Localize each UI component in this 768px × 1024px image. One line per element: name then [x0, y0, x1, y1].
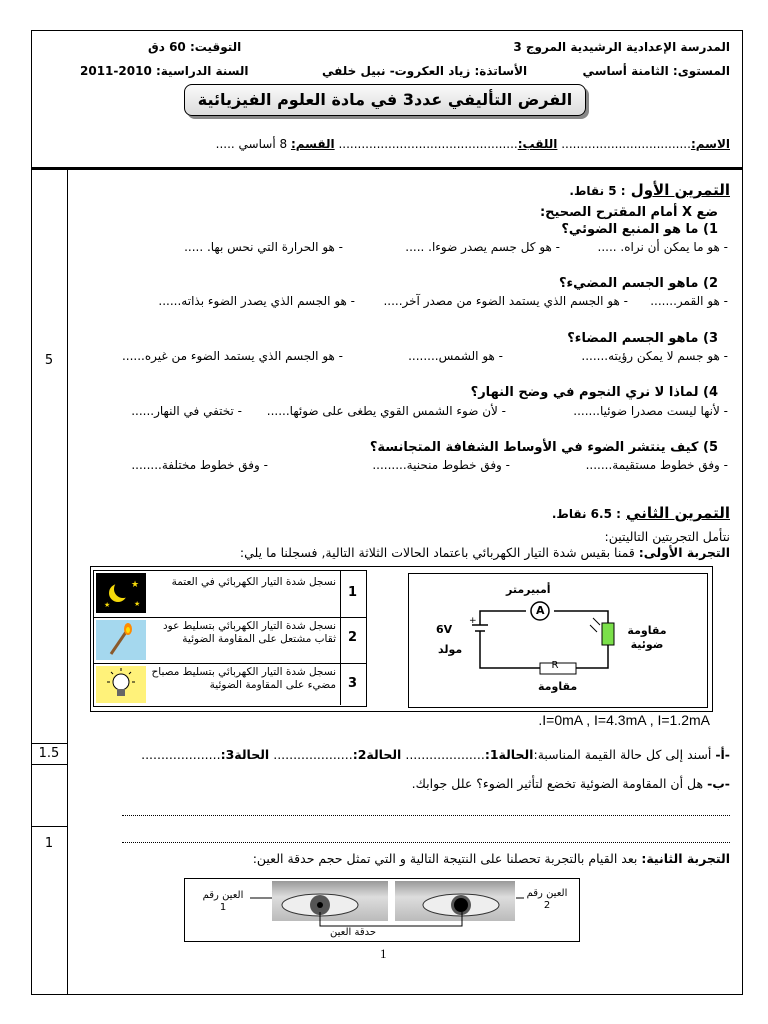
light-arrow-1	[593, 618, 600, 625]
svg-text:★: ★	[131, 580, 140, 590]
case1-answer[interactable]: ....................	[405, 747, 485, 762]
exp2-text: بعد القيام بالتجربة تحصلنا على النتيجة التالية و التي تمثل حجم حدقة العين:	[252, 851, 642, 866]
ex2-exp1	[240, 545, 730, 560]
svg-text:★: ★	[104, 601, 111, 609]
ex1-q5: 5) كيف ينتشر الضوء في الأوساط الشفافة المتجانسة؟	[369, 440, 718, 455]
ex2-exp2	[253, 851, 730, 866]
class-label: القسم:	[290, 137, 335, 151]
case-1-number: 1	[347, 585, 358, 600]
qb-answer-line-1[interactable]	[122, 814, 730, 816]
student-info-line	[216, 137, 730, 151]
qa-text: أسند إلى كل حالة القيمة المناسبة:	[533, 747, 716, 762]
surname-field[interactable]: ...............................................	[338, 137, 518, 151]
ex1-q1-opt3[interactable]: - هو الحرارة التي نحس بها. .....	[184, 240, 343, 254]
lit-match-icon	[96, 620, 146, 660]
question-b	[412, 776, 730, 791]
eye-2-label: العين رقم 2	[526, 888, 568, 911]
ex1-q3: 3) ماهو الجسم المضاء؟	[567, 331, 718, 346]
ex1-points: : 5 نقاط.	[569, 184, 626, 198]
ex1-q1-opt1[interactable]: - هو ما يمكن أن نراه. .....	[597, 240, 728, 254]
score-divider-a-bottom	[31, 764, 67, 765]
case2-answer[interactable]: ....................	[273, 747, 353, 762]
ex1-q4: 4) لماذا لا نري النجوم في وضح النهار؟	[470, 385, 718, 400]
case-3-text: نسجل شدة التيار الكهربائي بتسليط مصباح مضيء على المقاومة الضوئية	[151, 666, 336, 691]
teachers: الأساتذة: زياد العكروت- نبيل خلفي	[322, 64, 528, 78]
ex1-q2-opt2[interactable]: - هو الجسم الذي يستمد الضوء من مصدر آخر.....	[383, 294, 628, 308]
ldr-label: مقاومة ضوئية	[627, 624, 667, 651]
ex1-q5-opt3[interactable]: - وفق خطوط مختلفة........	[131, 458, 268, 472]
class-field[interactable]: 8 أساسي .....	[215, 137, 291, 151]
exp2-label: التجربة الثانية:	[641, 851, 730, 866]
pupil-label: حدقة العين	[330, 927, 377, 938]
svg-text:★: ★	[134, 600, 141, 608]
qa-label: -أ-	[715, 747, 730, 762]
ex1-q3-opt2[interactable]: - هو الشمس........	[408, 349, 503, 363]
header-separator	[31, 167, 743, 170]
level: المستوى: الثامنة أساسي	[582, 64, 730, 78]
generator-label: مولد	[438, 643, 463, 656]
resistor-label: مقاومة	[538, 680, 578, 693]
ex1-score: 5	[44, 353, 54, 368]
ex2-heading	[552, 503, 730, 522]
case-1-text: نسجل شدة التيار الكهربائي في العتمة	[171, 576, 336, 588]
ex2-points: : 6.5 نقاط.	[551, 507, 621, 521]
ex1-q1-opt2[interactable]: - هو كل جسم يصدر ضوءا. .....	[405, 240, 560, 254]
exp1-label: التجربة الأولى:	[638, 545, 730, 560]
surname-label: اللقب:	[517, 137, 558, 151]
score-divider-a-top	[31, 743, 67, 744]
night-moon-icon	[96, 573, 146, 613]
qb-label: -ب-	[707, 776, 730, 791]
exam-title: الفرض التأليفي عدد3 في مادة العلوم الفيزيائية	[184, 84, 586, 116]
page-number: 1	[380, 946, 387, 961]
eye-pointers	[184, 878, 578, 940]
ex1-q4-opt3[interactable]: - تختفي في النهار......	[131, 404, 242, 418]
eye-1-label: العين رقم 1	[202, 890, 244, 913]
light-arrow-2	[590, 625, 597, 632]
name-label: الاسم:	[690, 137, 730, 151]
case3-answer[interactable]: ....................	[141, 747, 221, 762]
ex1-q3-opt3[interactable]: - هو الجسم الذي يستمد الضوء من غيره......	[121, 349, 343, 363]
current-values: .I=0mA , I=4.3mA , I=1.2mA	[538, 712, 710, 728]
case-3-number: 3	[347, 676, 358, 691]
ex2-intro: نتأمل التجربتين التاليتين:	[604, 529, 730, 544]
ammeter-letter: A	[536, 604, 545, 617]
qb-text: هل أن المقاومة الضوئية تخضع لتأثير الضوء؟ علل جوابك.	[411, 776, 708, 791]
name-field[interactable]: ..................................	[561, 137, 691, 151]
case3-label: الحالة3:	[220, 747, 270, 762]
ex1-q2-opt1[interactable]: - هو القمر.......	[650, 294, 728, 308]
case1-label: الحالة1:	[484, 747, 534, 762]
case2-label: الحالة2:	[352, 747, 402, 762]
ammeter-label: أمبيرمتر	[506, 583, 551, 596]
case-2-text: نسجل شدة التيار الكهربائي بتسليط عود ثقاب مشتعل على المقاومة الضوئية	[162, 620, 336, 645]
ex2-title: التمرين الثاني	[626, 504, 730, 522]
photoresistor-symbol	[602, 623, 614, 645]
ex1-q1: 1) ما هو المنبع الضوئي؟	[561, 222, 718, 237]
ex1-q3-opt1[interactable]: - هو جسم لا يمكن رؤيته.......	[581, 349, 728, 363]
ex1-q2-opt3[interactable]: - هو الجسم الذي يصدر الضوء بذاته......	[158, 294, 355, 308]
score-divider-b	[31, 826, 67, 827]
voltage-label: 6V	[436, 623, 453, 636]
ex1-q4-opt2[interactable]: - لأن ضوء الشمس القوي يطغى على ضوئها......	[266, 404, 506, 418]
exp1-text: قمنا بقيس شدة التيار الكهربائي باعتماد الحالات الثلاثة التالية, فسجلنا ما يلي:	[239, 545, 639, 560]
case-2-number: 2	[347, 630, 358, 645]
battery-plus: +	[469, 616, 477, 626]
ex1-q5-opt2[interactable]: - وفق خطوط منحنية.........	[372, 458, 510, 472]
ex1-q5-opt1[interactable]: - وفق خطوط مستقيمة.......	[585, 458, 728, 472]
ex1-title: التمرين الأول	[630, 181, 730, 199]
lamp-icon	[96, 666, 146, 703]
score-column-divider	[67, 170, 68, 995]
question-a	[141, 747, 730, 762]
time: التوقيت: 60 دق	[148, 40, 242, 54]
school-year: السنة الدراسية: 2010-2011	[80, 64, 249, 78]
school-name: المدرسة الإعدادية الرشيدية المروج 3	[513, 40, 730, 54]
qa-score: 1.5	[38, 746, 60, 761]
qb-answer-line-2[interactable]	[122, 841, 730, 843]
qb-score: 1	[44, 836, 54, 851]
resistor-letter: R	[551, 660, 559, 671]
ex1-q2: 2) ماهو الجسم المضيء؟	[559, 276, 718, 291]
ex1-q4-opt1[interactable]: - لأنها ليست مصدرا ضوئيا.......	[573, 404, 728, 418]
ex1-instruction: ضع X أمام المقترح الصحيح:	[539, 205, 718, 220]
ex1-heading	[569, 180, 730, 199]
